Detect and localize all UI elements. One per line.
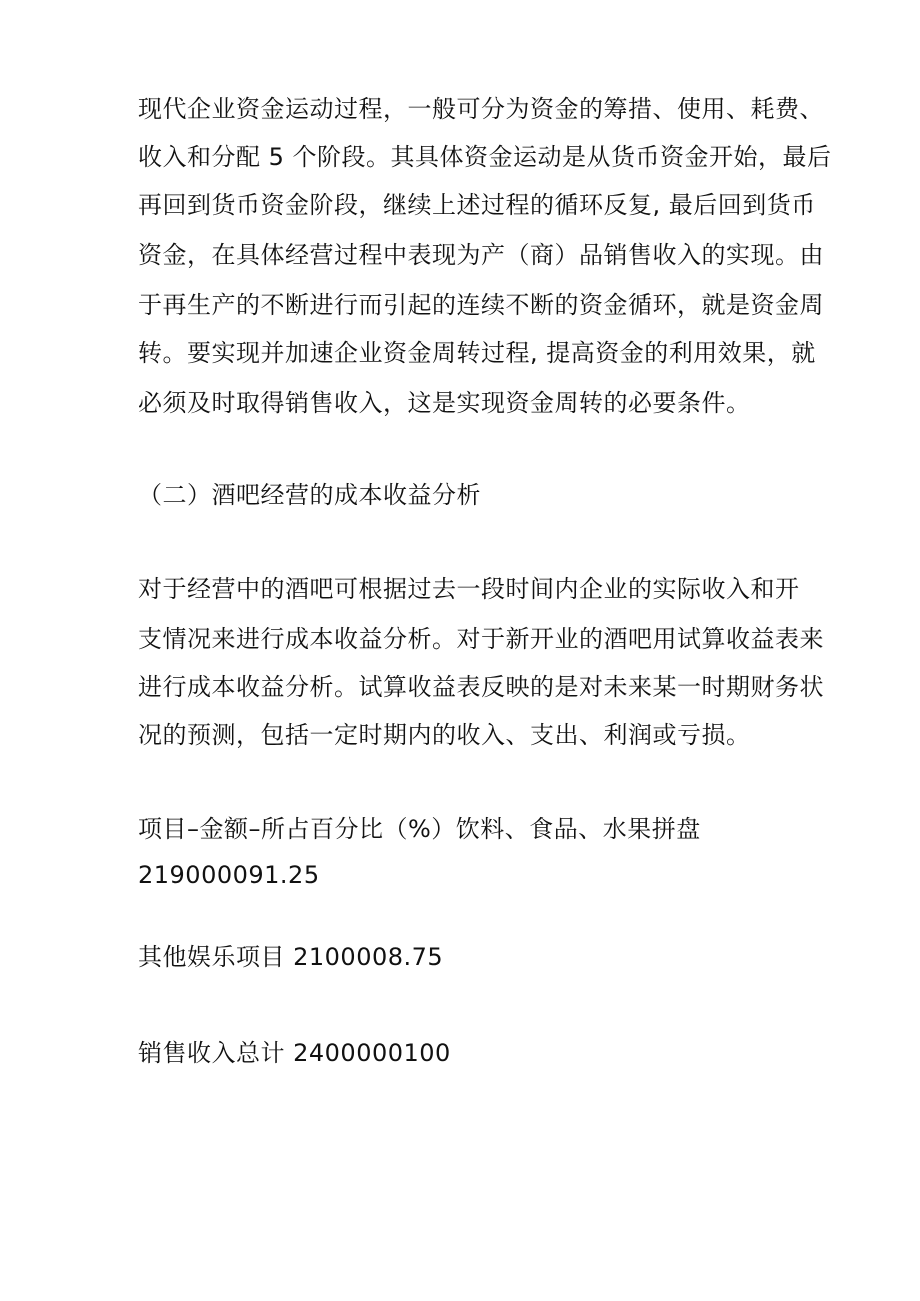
paragraph-line-1: 现代企业资金运动过程，一般可分为资金的筹措、使用、耗费、 <box>138 95 824 123</box>
table-header-line: 项目–金额–所占百分比（%）饮料、食品、水果拼盘 <box>138 815 701 843</box>
paragraph2-line-2: 支情况来进行成本收益分析。对于新开业的酒吧用试算收益表来 <box>138 625 824 653</box>
paragraph-line-4: 资金，在具体经营过程中表现为产（商）品销售收入的实现。由 <box>138 241 824 269</box>
paragraph2-line-1: 对于经营中的酒吧可根据过去一段时间内企业的实际收入和开 <box>138 575 800 603</box>
paragraph2-line-4: 况的预测，包括一定时期内的收入、支出、利润或亏损。 <box>138 721 751 749</box>
paragraph-line-5: 于再生产的不断进行而引起的连续不断的资金循环，就是资金周 <box>138 291 824 319</box>
paragraph-line-7: 必须及时取得销售收入，这是实现资金周转的必要条件。 <box>138 389 751 417</box>
table-row-other-entertainment: 其他娱乐项目 2100008.75 <box>138 943 444 971</box>
section-heading: （二）酒吧经营的成本收益分析 <box>138 481 481 509</box>
paragraph-line-6: 转。要实现并加速企业资金周转过程, 提高资金的利用效果，就 <box>138 339 816 367</box>
table-row-sales-total: 销售收入总计 2400000100 <box>138 1039 451 1067</box>
table-row-values: 219000091.25 <box>138 861 320 889</box>
paragraph-line-2: 收入和分配 5 个阶段。其具体资金运动是从货币资金开始，最后 <box>138 143 832 171</box>
paragraph2-line-3: 进行成本收益分析。试算收益表反映的是对未来某一时期财务状 <box>138 673 824 701</box>
paragraph-line-3: 再回到货币资金阶段，继续上述过程的循环反复, 最后回到货币 <box>138 191 816 219</box>
